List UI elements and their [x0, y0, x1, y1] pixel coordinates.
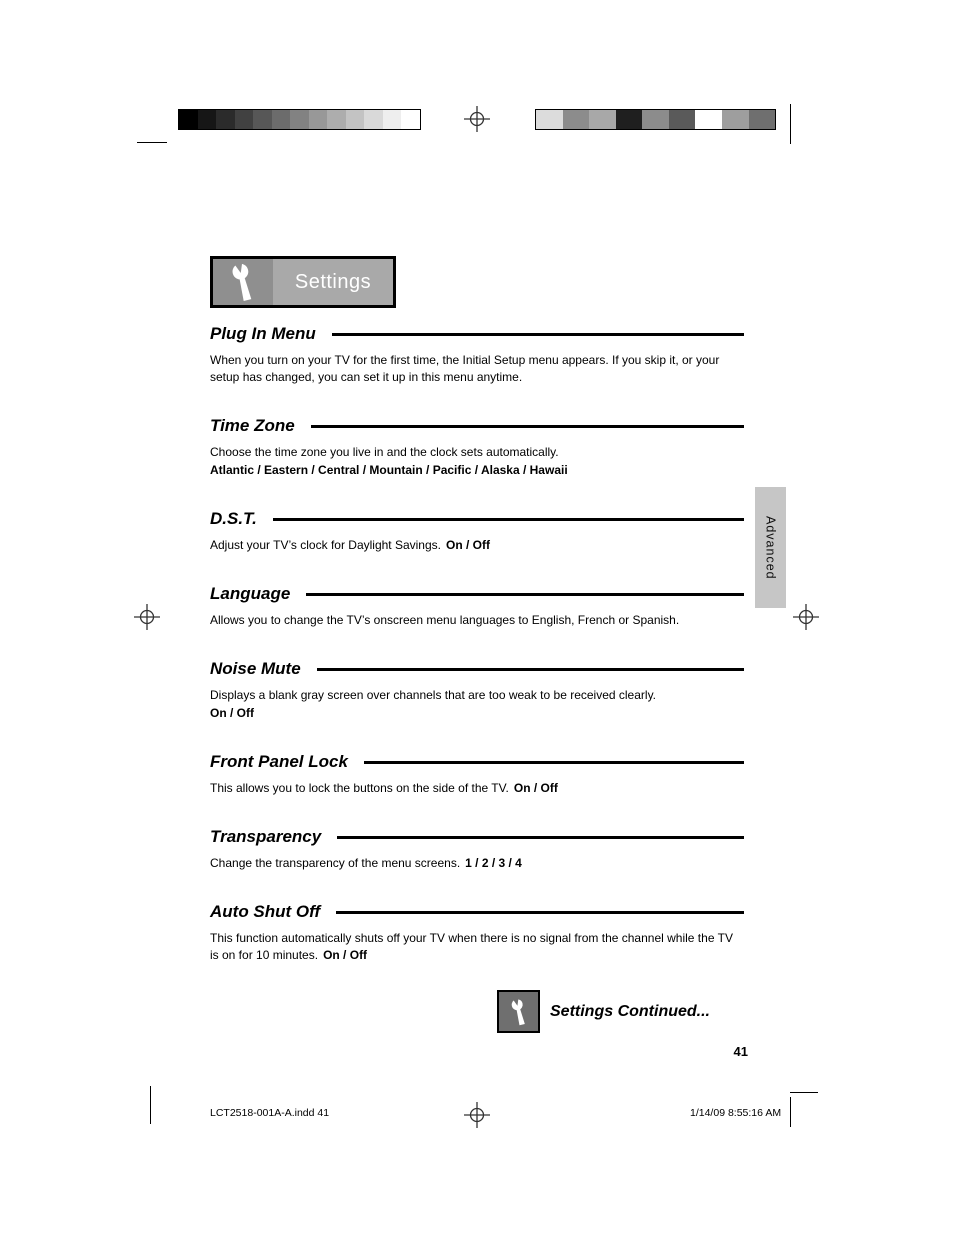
calibration-swatch — [235, 110, 254, 129]
calibration-swatch — [536, 110, 563, 129]
body-text: Displays a blank gray screen over channels that are too weak to be received clearly. — [210, 688, 657, 702]
section-rule — [306, 593, 744, 596]
section-noise-mute — [210, 659, 744, 722]
registration-mark-top — [464, 106, 490, 132]
section-body — [210, 352, 744, 386]
section-options: 1 / 2 / 3 / 4 — [465, 856, 522, 870]
calibration-swatch — [563, 110, 590, 129]
section-body — [210, 537, 744, 554]
footer-filename: LCT2518-001A-A.indd 41 — [210, 1107, 330, 1119]
content-column — [210, 256, 744, 964]
section-language — [210, 584, 744, 629]
calibration-swatch — [253, 110, 272, 129]
section-heading — [210, 416, 744, 436]
section-rule — [311, 425, 744, 428]
calibration-swatch — [749, 110, 776, 129]
section-rule — [336, 911, 744, 914]
crop-mark — [137, 142, 167, 143]
calibration-swatch — [383, 110, 402, 129]
calibration-bar-left — [178, 109, 421, 130]
section-title: D.S.T. — [210, 509, 257, 528]
section-options: On / Off — [323, 948, 368, 962]
crop-mark — [790, 104, 791, 144]
section-heading — [210, 659, 744, 679]
section-options: Atlantic / Eastern / Central / Mountain / Pacific / Alaska / Hawaii — [210, 463, 568, 477]
section-body — [210, 612, 744, 629]
section-body — [210, 855, 744, 872]
settings-icon-cell — [213, 259, 273, 305]
section-heading — [210, 752, 744, 772]
settings-header-box — [210, 256, 396, 308]
section-body — [210, 687, 744, 704]
section-title: Noise Mute — [210, 659, 301, 678]
section-heading — [210, 324, 744, 344]
calibration-swatch — [616, 110, 643, 129]
advanced-tab-label: Advanced — [763, 515, 778, 580]
calibration-swatch — [669, 110, 696, 129]
calibration-swatch — [272, 110, 291, 129]
body-text: This function automatically shuts off your TV when there is no signal from the channel while the TV is on for 10 minutes. — [210, 931, 733, 962]
page-number: 41 — [733, 1044, 748, 1059]
section-dst — [210, 509, 744, 554]
calibration-swatch — [179, 110, 198, 129]
section-rule — [332, 333, 744, 336]
calibration-bar-right — [535, 109, 776, 130]
calibration-swatch — [642, 110, 669, 129]
section-title: Plug In Menu — [210, 324, 316, 343]
section-transparency — [210, 827, 744, 872]
calibration-swatch — [722, 110, 749, 129]
section-rule — [337, 836, 744, 839]
body-text: Change the transparency of the menu screens. — [210, 856, 461, 870]
section-front-panel-lock — [210, 752, 744, 797]
section-plug-in-menu — [210, 324, 744, 386]
body-text: Adjust your TV’s clock for Daylight Savings. — [210, 538, 441, 552]
calibration-swatch — [695, 110, 722, 129]
crop-mark — [790, 1092, 818, 1093]
section-body — [210, 930, 744, 964]
settings-header-label: Settings — [294, 270, 372, 293]
settings-continued-icon-box — [497, 990, 540, 1033]
section-rule — [273, 518, 744, 521]
footer-timestamp: 1/14/09 8:55:16 AM — [690, 1107, 782, 1119]
advanced-tab — [755, 487, 786, 608]
section-options: On / Off — [513, 781, 558, 795]
crop-mark — [150, 1086, 151, 1124]
section-title: Language — [210, 584, 291, 603]
body-text: This allows you to lock the buttons on the side of the TV. — [210, 781, 509, 795]
wrench-icon — [506, 995, 531, 1028]
section-heading — [210, 509, 744, 529]
section-heading — [210, 584, 744, 604]
registration-mark-left — [134, 604, 160, 630]
section-title: Auto Shut Off — [210, 902, 321, 921]
calibration-swatch — [290, 110, 309, 129]
registration-mark-bottom — [464, 1102, 490, 1128]
settings-continued-label: Settings Continued... — [550, 1002, 710, 1020]
body-text: Choose the time zone you live in and the clock sets automatically. — [210, 445, 559, 459]
section-rule — [317, 668, 744, 671]
calibration-swatch — [346, 110, 365, 129]
section-rule — [364, 761, 744, 764]
body-text: When you turn on your TV for the first time, the Initial Setup menu appears. If you skip it, or your setup has changed, you can set it up in this menu anytime. — [210, 353, 720, 384]
section-time-zone — [210, 416, 744, 479]
section-heading — [210, 902, 744, 922]
crop-mark — [790, 1097, 791, 1127]
calibration-swatch — [216, 110, 235, 129]
section-body — [210, 780, 744, 797]
section-auto-shut-off — [210, 902, 744, 964]
section-options: On / Off — [446, 538, 490, 552]
calibration-swatch — [364, 110, 383, 129]
section-title: Time Zone — [210, 416, 295, 435]
section-options: On / Off — [210, 706, 254, 720]
calibration-swatch — [401, 110, 420, 129]
section-title: Front Panel Lock — [210, 752, 348, 771]
section-body — [210, 444, 744, 461]
section-heading — [210, 827, 744, 847]
body-text: Allows you to change the TV’s onscreen menu languages to English, French or Spanish. — [210, 613, 680, 627]
settings-continued — [497, 990, 710, 1033]
calibration-swatch — [589, 110, 616, 129]
calibration-swatch — [327, 110, 346, 129]
registration-mark-right — [793, 604, 819, 630]
calibration-swatch — [309, 110, 328, 129]
wrench-icon — [226, 259, 261, 304]
calibration-swatch — [198, 110, 217, 129]
section-title: Transparency — [210, 827, 322, 846]
